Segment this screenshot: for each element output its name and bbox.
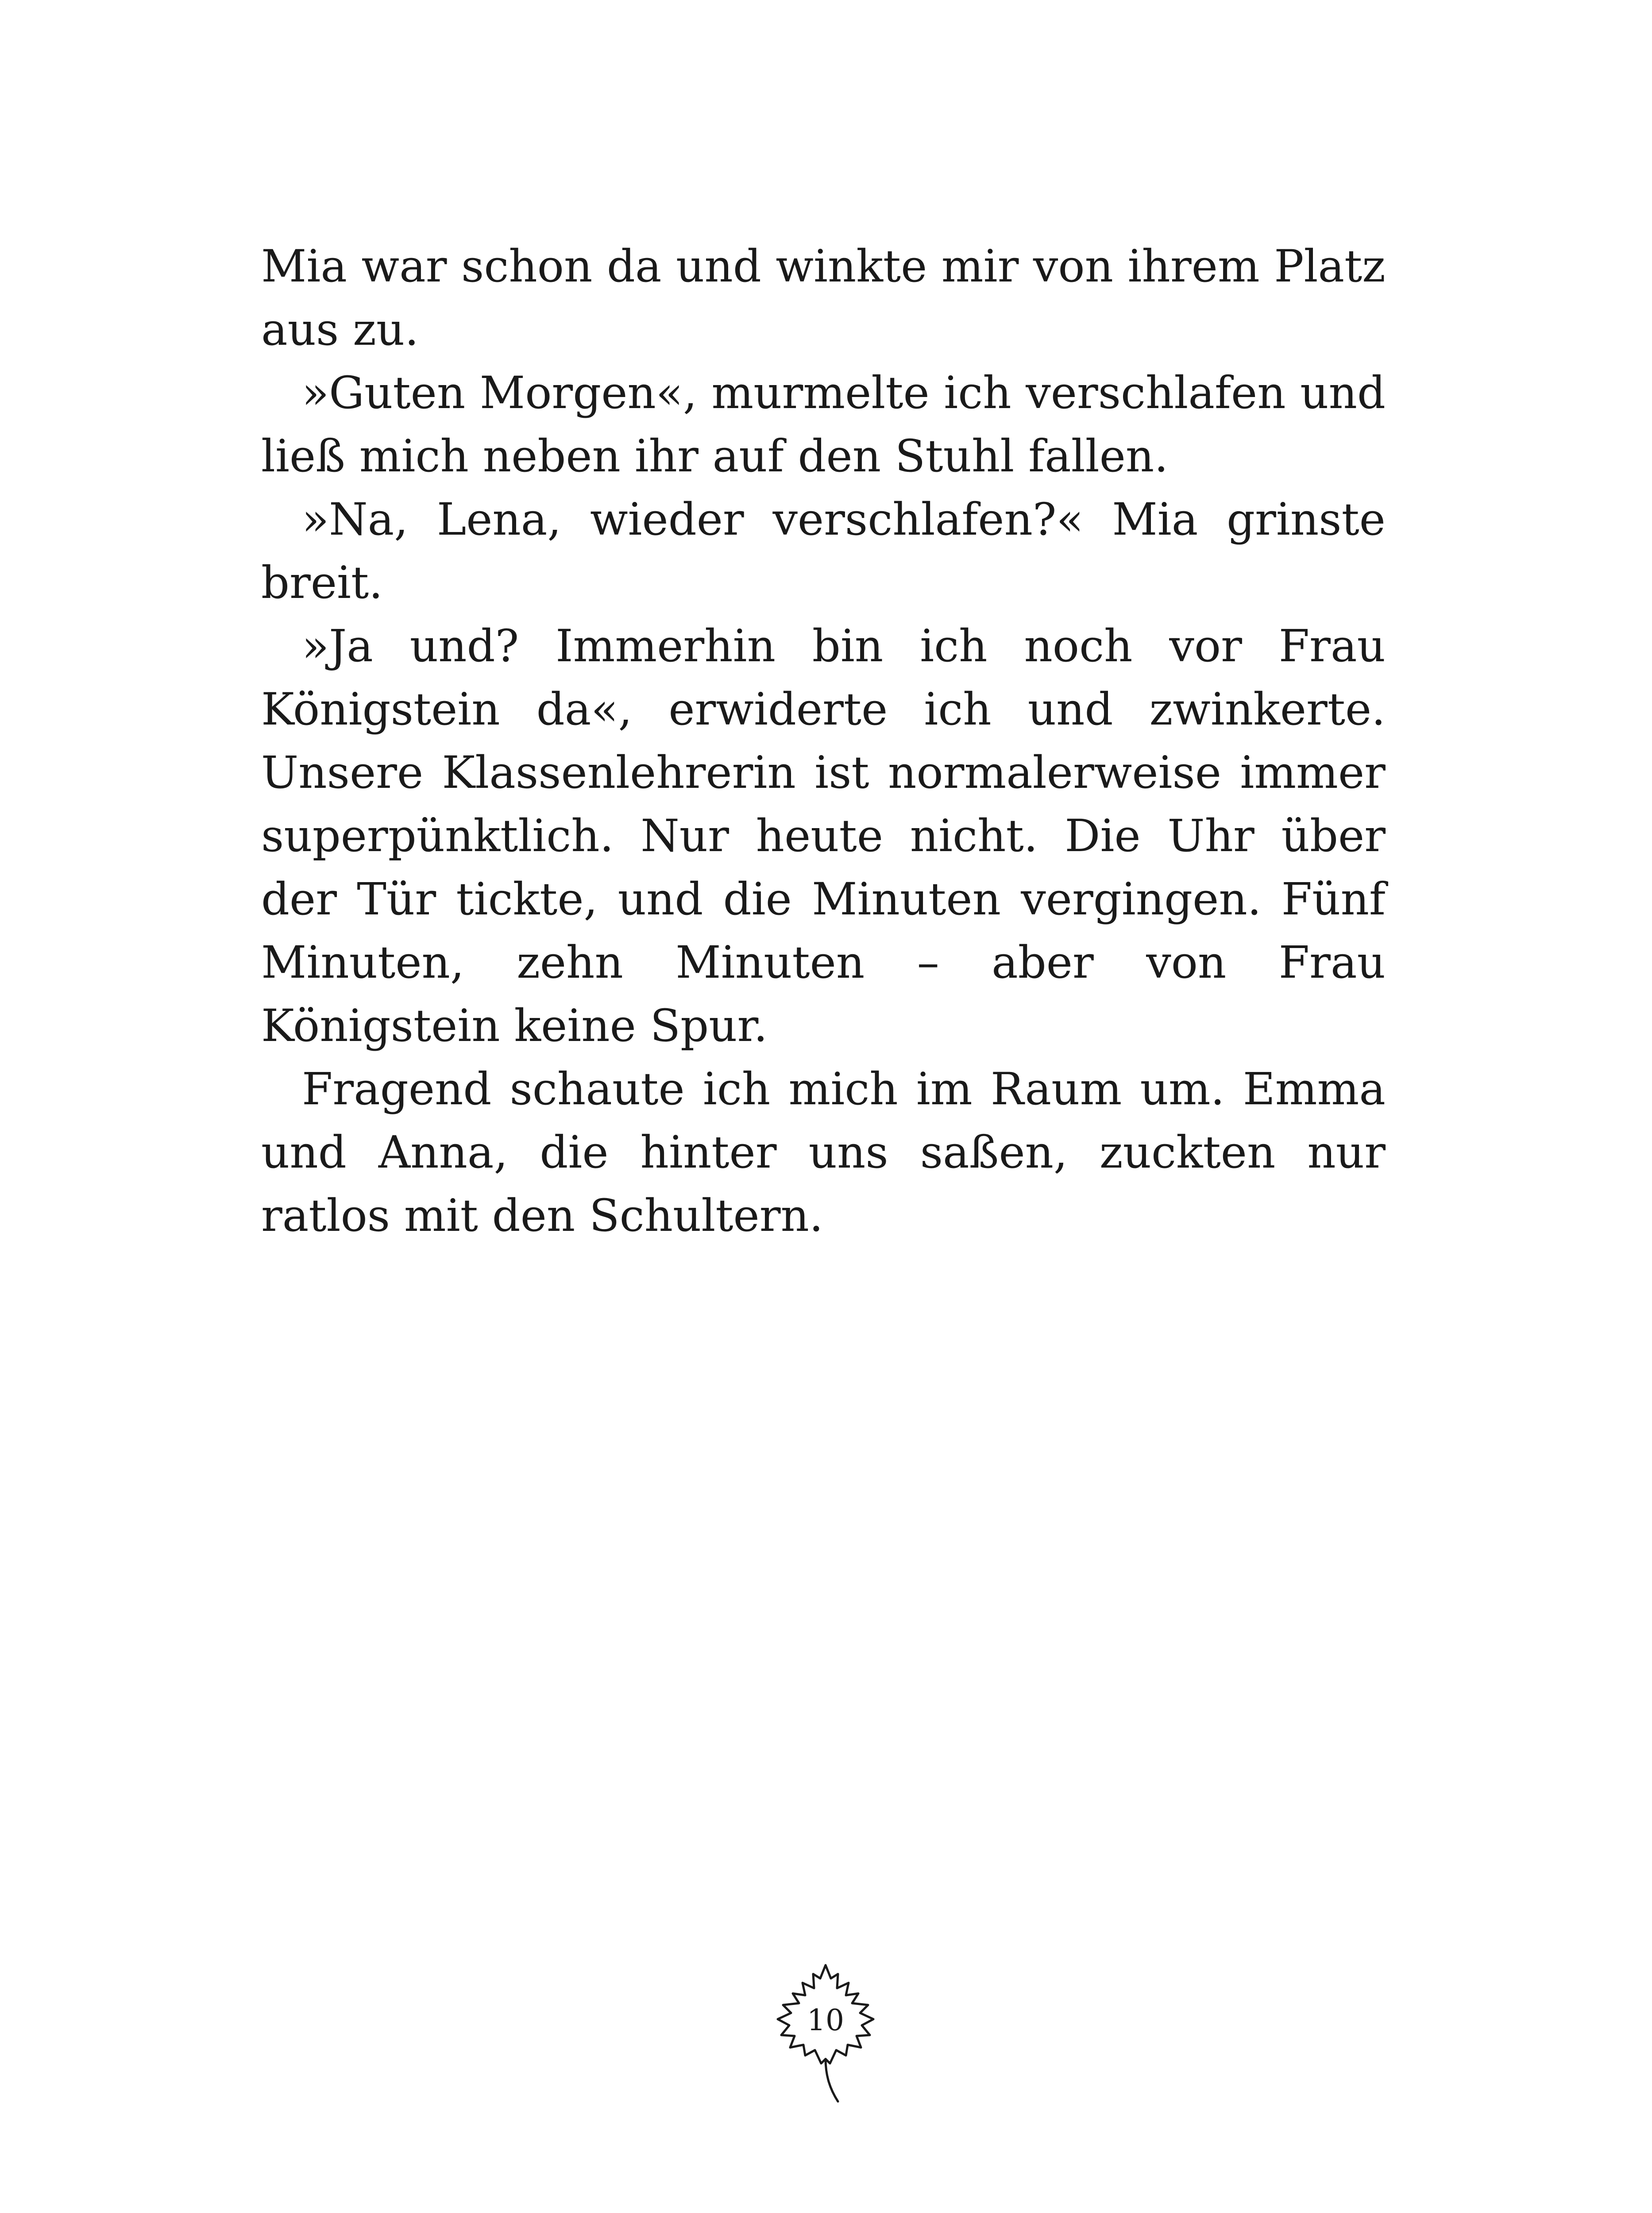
page-folio xyxy=(764,1961,888,2107)
paragraph-1: Mia war schon da und winkte mir von ihrem Platz aus zu. xyxy=(261,240,1386,355)
paragraph-5: Fragend schaute ich mich im Raum um. Emma und Anna, die hinter uns saßen, zuckten nur ratlos mit den Schultern. xyxy=(261,1063,1386,1241)
paragraph-2: »Guten Morgen«, murmelte ich verschlafen und ließ mich neben ihr auf den Stuhl fallen. xyxy=(261,367,1386,482)
paragraph-4: »Ja und? Immerhin bin ich noch vor Frau Königstein da«, erwiderte ich und zwinkerte. Unsere Klassenlehrerin ist normalerweise immer superpünktlich. Nur heute nicht. Die Uhr über der Tür tickte, und die Minuten vergingen. Fünf Minuten, zehn Minuten – aber von Frau Königstein keine Spur. xyxy=(261,620,1386,1052)
paragraph-3: »Na, Lena, wieder verschlafen?« Mia grinste breit. xyxy=(261,493,1386,609)
body-text xyxy=(261,235,1386,1247)
page-number: 10 xyxy=(807,2003,844,2037)
